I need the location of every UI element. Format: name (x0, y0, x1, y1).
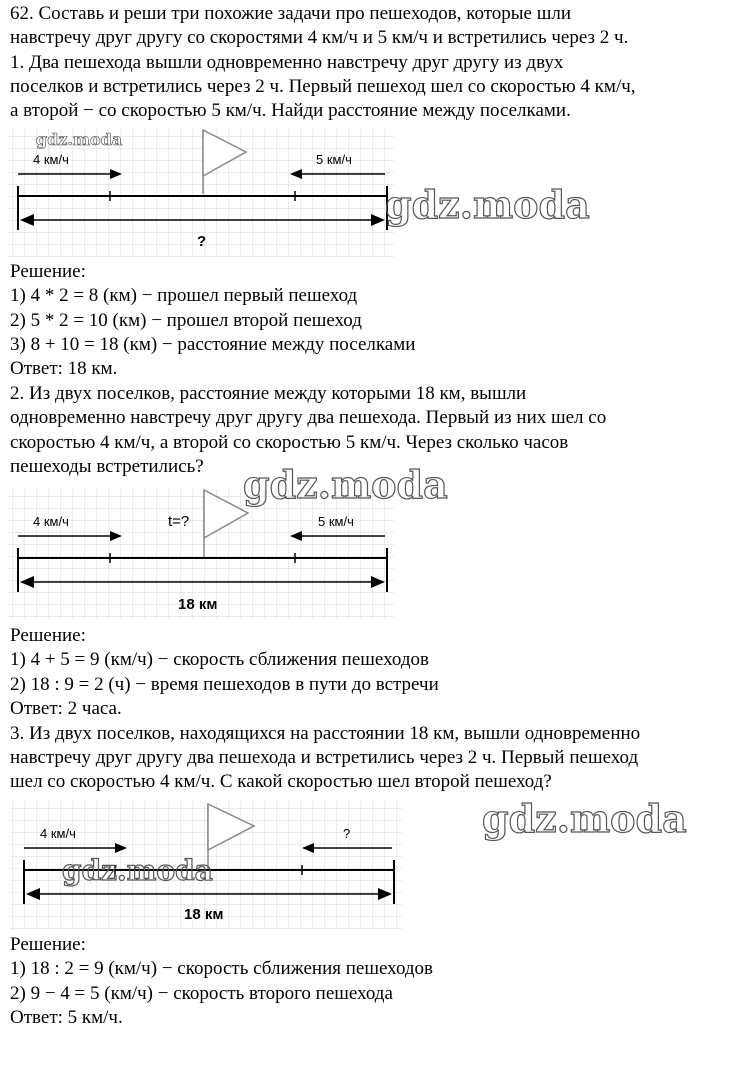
task3-solution-step: 2) 9 − 4 = 5 (км/ч) − скорость второго пешехода (10, 983, 393, 1004)
task2-right-speed-label: 5 км/ч (318, 514, 354, 529)
watermark: gdz.moda (62, 854, 213, 887)
task3-text-line: навстречу друг другу два пешехода и встретились через 2 ч. Первый пешеход (10, 747, 639, 768)
task1-text-line: поселков и встретились через 2 ч. Первый пешеход шел со скоростью 4 км/ч, (10, 76, 636, 97)
task2-answer: Ответ: 2 часа. (10, 698, 122, 719)
task3-distance-label: 18 км (184, 906, 224, 923)
task1-solution-step: 3) 8 + 10 = 18 (км) − расстояние между поселками (10, 334, 416, 355)
problem-header-line-2: навстречу друг другу со скоростями 4 км/ч и 5 км/ч и встретились через 2 ч. (10, 27, 629, 48)
task2-solution-title: Решение: (10, 625, 86, 646)
watermark: gdz.moda (482, 796, 687, 841)
task2-left-speed-label: 4 км/ч (33, 514, 69, 529)
task2-distance-label: 18 км (178, 596, 218, 613)
task3-text-line: шел со скоростью 4 км/ч. С какой скоростью шел второй пешеход? (10, 771, 552, 792)
task2-text-line: 2. Из двух поселков, расстояние между которыми 18 км, вышли (10, 383, 527, 404)
task3-text-line: 3. Из двух поселков, находящихся на расстоянии 18 км, вышли одновременно (10, 723, 641, 744)
task2-text-line: одновременно навстречу друг другу два пешехода. Первый из них шел со (10, 407, 607, 428)
task1-solution-step: 1) 4 * 2 = 8 (км) − прошел первый пешеход (10, 285, 358, 306)
watermark: gdz.moda (36, 130, 123, 149)
task1-solution-title: Решение: (10, 261, 86, 282)
task2-text-line: скоростью 4 км/ч, а второй со скоростью 5 км/ч. Через сколько часов (10, 432, 569, 453)
task1-text-line: а второй − со скоростью 5 км/ч. Найди расстояние между поселками. (10, 100, 571, 121)
task1-solution-step: 2) 5 * 2 = 10 (км) − прошел второй пешеход (10, 310, 362, 331)
task1-text-line: 1. Два пешехода вышли одновременно навстречу друг другу из двух (10, 52, 564, 73)
problem-header-line-1: 62. Составь и реши три похожие задачи про пешеходов, которые шли (10, 3, 572, 24)
task2-solution-step: 1) 4 + 5 = 9 (км/ч) − скорость сближения пешеходов (10, 649, 429, 670)
task3-solution-step: 1) 18 : 2 = 9 (км/ч) − скорость сближения пешеходов (10, 958, 434, 979)
task2-solution-step: 2) 18 : 9 = 2 (ч) − время пешеходов в пути до встречи (10, 674, 439, 695)
task3-answer: Ответ: 5 км/ч. (10, 1007, 123, 1028)
task2-text-line: пешеходы встретились? (10, 456, 204, 477)
watermark: gdz.moda (385, 182, 590, 227)
task1-answer: Ответ: 18 км. (10, 358, 118, 379)
task1-distance-label: ? (197, 233, 207, 250)
task1-right-speed-label: 5 км/ч (316, 152, 352, 167)
task3-left-speed-label: 4 км/ч (40, 826, 76, 841)
task3-solution-title: Решение: (10, 934, 86, 955)
task3-right-speed-label: ? (343, 826, 351, 841)
watermark: gdz.moda (243, 462, 448, 507)
task2-time-label: t=? (168, 513, 190, 530)
task1-left-speed-label: 4 км/ч (33, 152, 69, 167)
